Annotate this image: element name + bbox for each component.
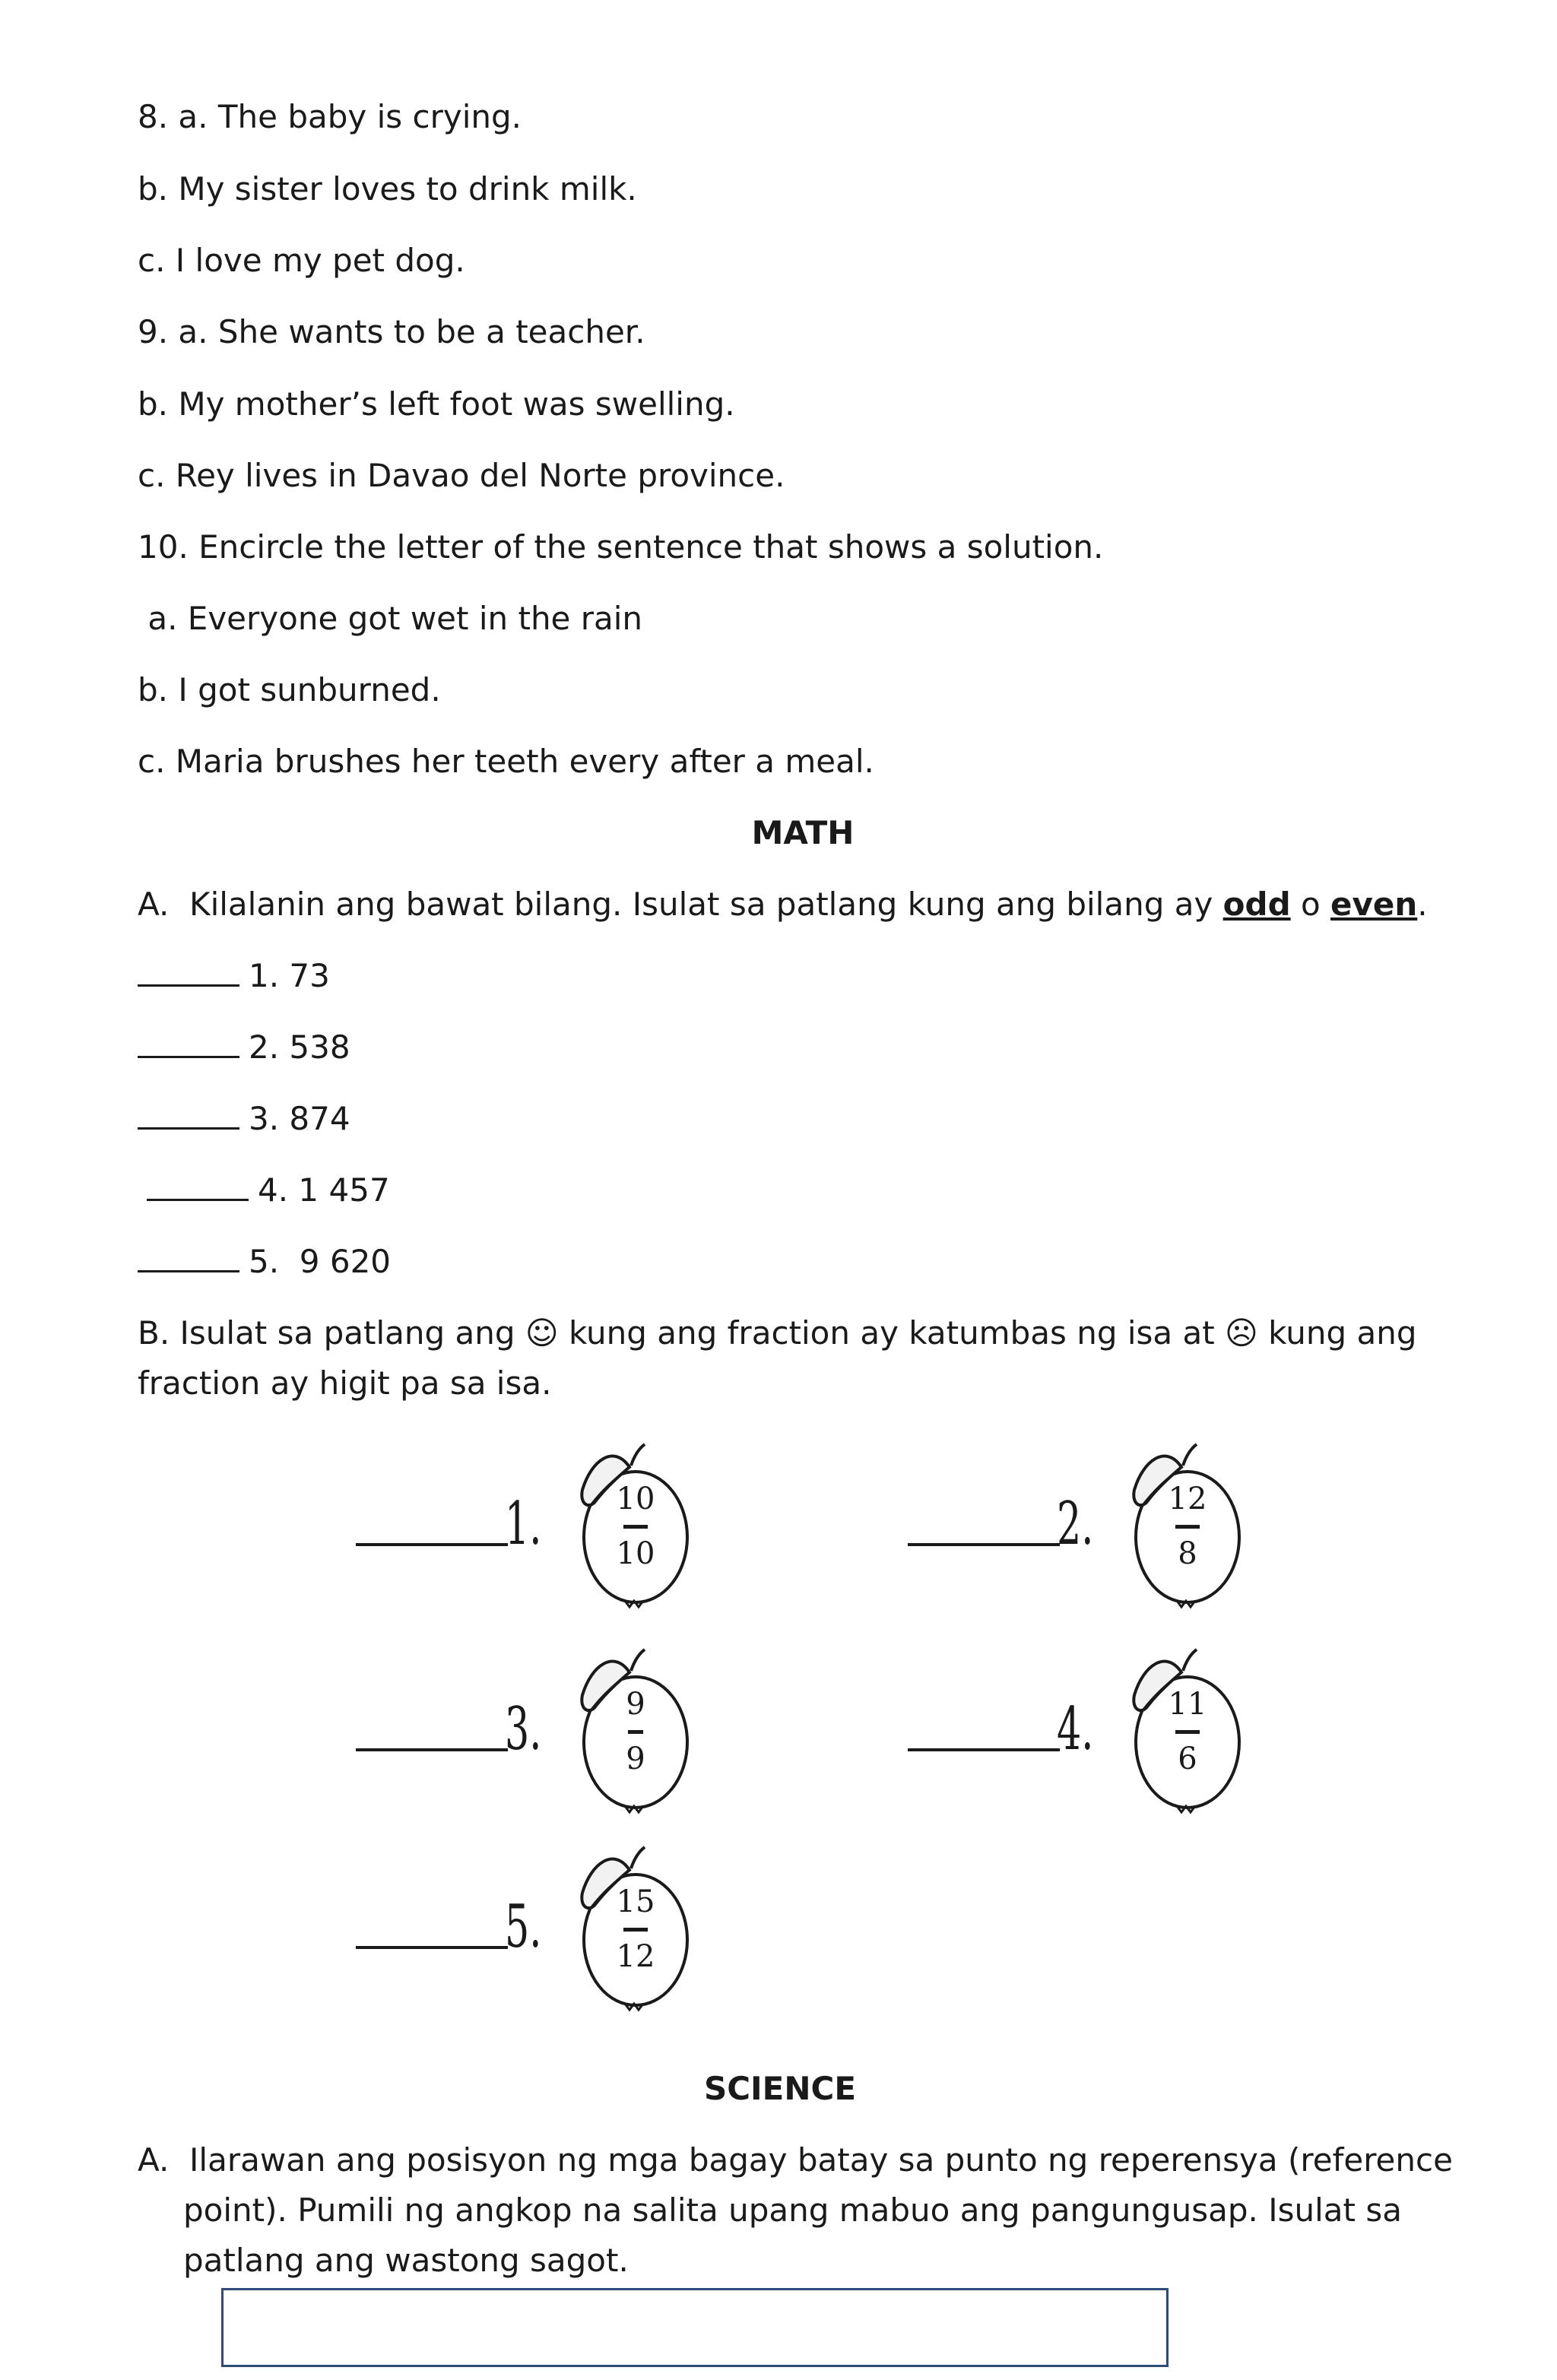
fraction-bar xyxy=(623,1928,648,1932)
item-number: 2. xyxy=(1057,1490,1094,1558)
numerator: 12 xyxy=(1168,1482,1207,1516)
science-heading: SCIENCE xyxy=(703,2070,857,2107)
english-item-8b: b. My sister loves to drink milk. xyxy=(138,170,637,208)
english-item-8c: c. I love my pet dog. xyxy=(138,242,465,279)
answer-blank[interactable] xyxy=(138,954,239,987)
english-item-10: 10. Encircle the letter of the sentence that shows a solution. xyxy=(138,528,1104,566)
english-item-10a: a. Everyone got wet in the rain xyxy=(138,600,643,637)
fraction-item-2 xyxy=(908,1437,1303,1611)
fraction-bar xyxy=(1175,1525,1200,1529)
fraction-item-1 xyxy=(356,1437,751,1611)
math-a-item-1 xyxy=(138,953,330,999)
even-keyword: even xyxy=(1330,886,1418,923)
fraction-bar xyxy=(623,1525,648,1529)
fraction-item-4 xyxy=(908,1642,1303,1817)
item-text: 4. 1 457 xyxy=(258,1171,390,1209)
item-text: 2. 538 xyxy=(249,1028,350,1066)
numerator: 15 xyxy=(616,1884,655,1919)
math-a-item-5 xyxy=(138,1239,391,1285)
answer-blank[interactable] xyxy=(138,1097,239,1130)
numerator: 9 xyxy=(626,1687,645,1722)
fruit-icon xyxy=(546,1642,698,1817)
fraction-bar xyxy=(628,1730,643,1734)
item-number: 5. xyxy=(505,1893,542,1961)
english-item-9c: c. Rey lives in Davao del Norte province. xyxy=(138,457,785,494)
math-a-item-3 xyxy=(138,1096,350,1142)
fruit-icon xyxy=(546,1840,698,2014)
item-number: 4. xyxy=(1057,1695,1094,1764)
fruit-icon xyxy=(1098,1437,1250,1611)
math-heading: MATH xyxy=(751,814,855,851)
item-text: 5. 9 620 xyxy=(249,1243,392,1280)
math-a-item-4 xyxy=(147,1168,390,1213)
suffix-text: . xyxy=(1417,886,1428,923)
math-a-item-2 xyxy=(138,1025,350,1070)
english-item-8a: 8. a. The baby is crying. xyxy=(138,98,522,135)
english-item-9a: 9. a. She wants to be a teacher. xyxy=(138,313,645,350)
english-item-9b: b. My mother’s left foot was swelling. xyxy=(138,385,735,423)
math-part-b-instruction-line1: B. Isulat sa patlang ang ☺ kung ang fraction ay katumbas ng isa at ☹ kung ang xyxy=(138,1314,1417,1352)
odd-keyword: odd xyxy=(1222,886,1291,923)
denominator: 8 xyxy=(1178,1536,1197,1571)
fruit-icon xyxy=(1098,1642,1250,1817)
english-item-10b: b. I got sunburned. xyxy=(138,671,441,708)
word-choices-box xyxy=(221,2288,1169,2367)
english-item-10c: c. Maria brushes her teeth every after a meal. xyxy=(138,743,874,780)
fraction-bar xyxy=(1175,1730,1200,1734)
answer-blank[interactable] xyxy=(356,1543,508,1546)
item-number: 1. xyxy=(505,1490,542,1558)
answer-blank[interactable] xyxy=(138,1025,239,1058)
science-part-a-line2: point). Pumili ng angkop na salita upang mabuo ang pangungusap. Isulat sa xyxy=(183,2191,1402,2229)
answer-blank[interactable] xyxy=(908,1543,1060,1546)
science-part-a-line3: patlang ang wastong sagot. xyxy=(183,2242,629,2279)
fraction-item-3 xyxy=(356,1642,751,1817)
item-text: 3. 874 xyxy=(249,1100,350,1137)
numerator: 10 xyxy=(616,1482,655,1516)
item-text: 1. 73 xyxy=(249,957,330,994)
science-part-a-line1: A. Ilarawan ang posisyon ng mga bagay batay sa punto ng reperensya (reference xyxy=(138,2141,1453,2179)
math-part-a-text: A. Kilalanin ang bawat bilang. Isulat sa patlang kung ang bilang ay xyxy=(138,886,1223,923)
denominator: 9 xyxy=(626,1741,645,1776)
answer-blank[interactable] xyxy=(356,1946,508,1949)
fruit-icon xyxy=(546,1437,698,1611)
answer-blank[interactable] xyxy=(356,1748,508,1751)
denominator: 12 xyxy=(616,1939,655,1974)
math-part-a-instruction xyxy=(138,882,1428,927)
connector-text: o xyxy=(1290,886,1331,923)
item-number: 3. xyxy=(505,1695,542,1764)
answer-blank[interactable] xyxy=(908,1748,1060,1751)
math-part-b-instruction-line2: fraction ay higit pa sa isa. xyxy=(138,1364,552,1402)
answer-blank[interactable] xyxy=(147,1168,249,1201)
numerator: 11 xyxy=(1168,1687,1207,1722)
denominator: 10 xyxy=(616,1536,655,1571)
answer-blank[interactable] xyxy=(138,1240,239,1272)
fraction-item-5 xyxy=(356,1840,751,2014)
denominator: 6 xyxy=(1178,1741,1197,1776)
